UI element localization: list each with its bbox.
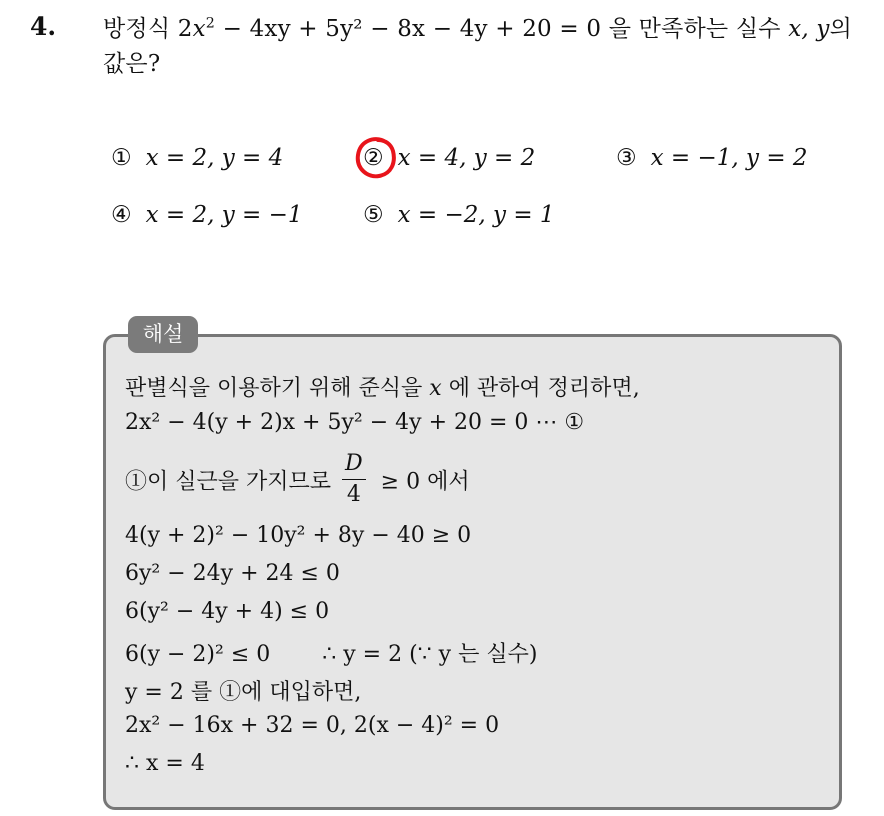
question-suffix-1: 을 만족하는 실수 bbox=[608, 16, 781, 42]
question-equation: $2x^2 - 4xy + 5y^2 - 8x - 4y + 20 = 0$ bbox=[177, 15, 602, 42]
question-suffix-2: 의 값은? bbox=[103, 16, 853, 77]
solution-line-6: 6(y² − 4y + 4) ≤ 0 bbox=[125, 599, 330, 624]
solution-line-1 bbox=[125, 371, 640, 402]
solution-line-1-var: x bbox=[429, 376, 442, 401]
solution-line-3-a: ①이 실근을 가지므로 bbox=[125, 469, 332, 495]
choice-3-number: ③ bbox=[616, 145, 637, 171]
choice-5-text: x = −2, y = 1 bbox=[397, 202, 555, 228]
solution-line-9: 2x² − 16x + 32 = 0, 2(x − 4)² = 0 bbox=[125, 713, 500, 738]
choice-3[interactable] bbox=[616, 145, 808, 171]
solution-line-1-b: 에 관하여 정리하면, bbox=[448, 376, 640, 401]
solution-line-7-b: ∴ y = 2 (∵ y 는 실수) bbox=[322, 642, 538, 667]
solution-line-8: y = 2 를 ①에 대입하면, bbox=[125, 680, 362, 705]
question-number: 4. bbox=[30, 12, 57, 41]
choice-5-number: ⑤ bbox=[363, 202, 384, 228]
choice-5[interactable] bbox=[363, 202, 555, 228]
solution-line-3 bbox=[125, 452, 470, 513]
solution-line-3-b: ≥ 0 에서 bbox=[380, 469, 470, 495]
question-vars: x, y bbox=[788, 16, 830, 42]
question-equation-tail: − 4xy + 5y² − 8x − 4y + 20 = 0 bbox=[222, 16, 602, 42]
answer-circle-mark bbox=[354, 135, 398, 181]
choice-4[interactable] bbox=[111, 202, 303, 228]
choice-1[interactable] bbox=[111, 145, 283, 171]
choice-2-number: ② bbox=[363, 145, 384, 171]
choice-4-number: ④ bbox=[111, 202, 132, 228]
solution-line-1-a: 판별식을 이용하기 위해 준식을 bbox=[125, 376, 423, 401]
solution-line-10: ∴ x = 4 bbox=[125, 751, 205, 776]
choice-2-text: x = 4, y = 2 bbox=[397, 145, 536, 171]
solution-line-2: 2x² − 4(y + 2)x + 5y² − 4y + 20 = 0 ⋯ ① bbox=[125, 410, 585, 435]
d-over-4-fraction bbox=[342, 449, 366, 510]
choice-1-text: x = 2, y = 4 bbox=[145, 145, 284, 171]
question-prefix: 방정식 bbox=[103, 16, 171, 42]
solution-line-7-a: 6(y − 2)² ≤ 0 bbox=[125, 642, 271, 667]
fraction-denominator: 4 bbox=[346, 482, 361, 507]
choice-4-text: x = 2, y = −1 bbox=[145, 202, 303, 228]
solution-line-7 bbox=[125, 637, 537, 668]
question-text bbox=[103, 12, 873, 82]
solution-line-5: 6y² − 24y + 24 ≤ 0 bbox=[125, 561, 340, 586]
fraction-numerator: D bbox=[342, 449, 366, 480]
choice-3-text: x = −1, y = 2 bbox=[650, 145, 808, 171]
solution-tab: 해설 bbox=[128, 316, 198, 353]
choice-1-number: ① bbox=[111, 145, 132, 171]
solution-line-4: 4(y + 2)² − 10y² + 8y − 40 ≥ 0 bbox=[125, 523, 472, 548]
